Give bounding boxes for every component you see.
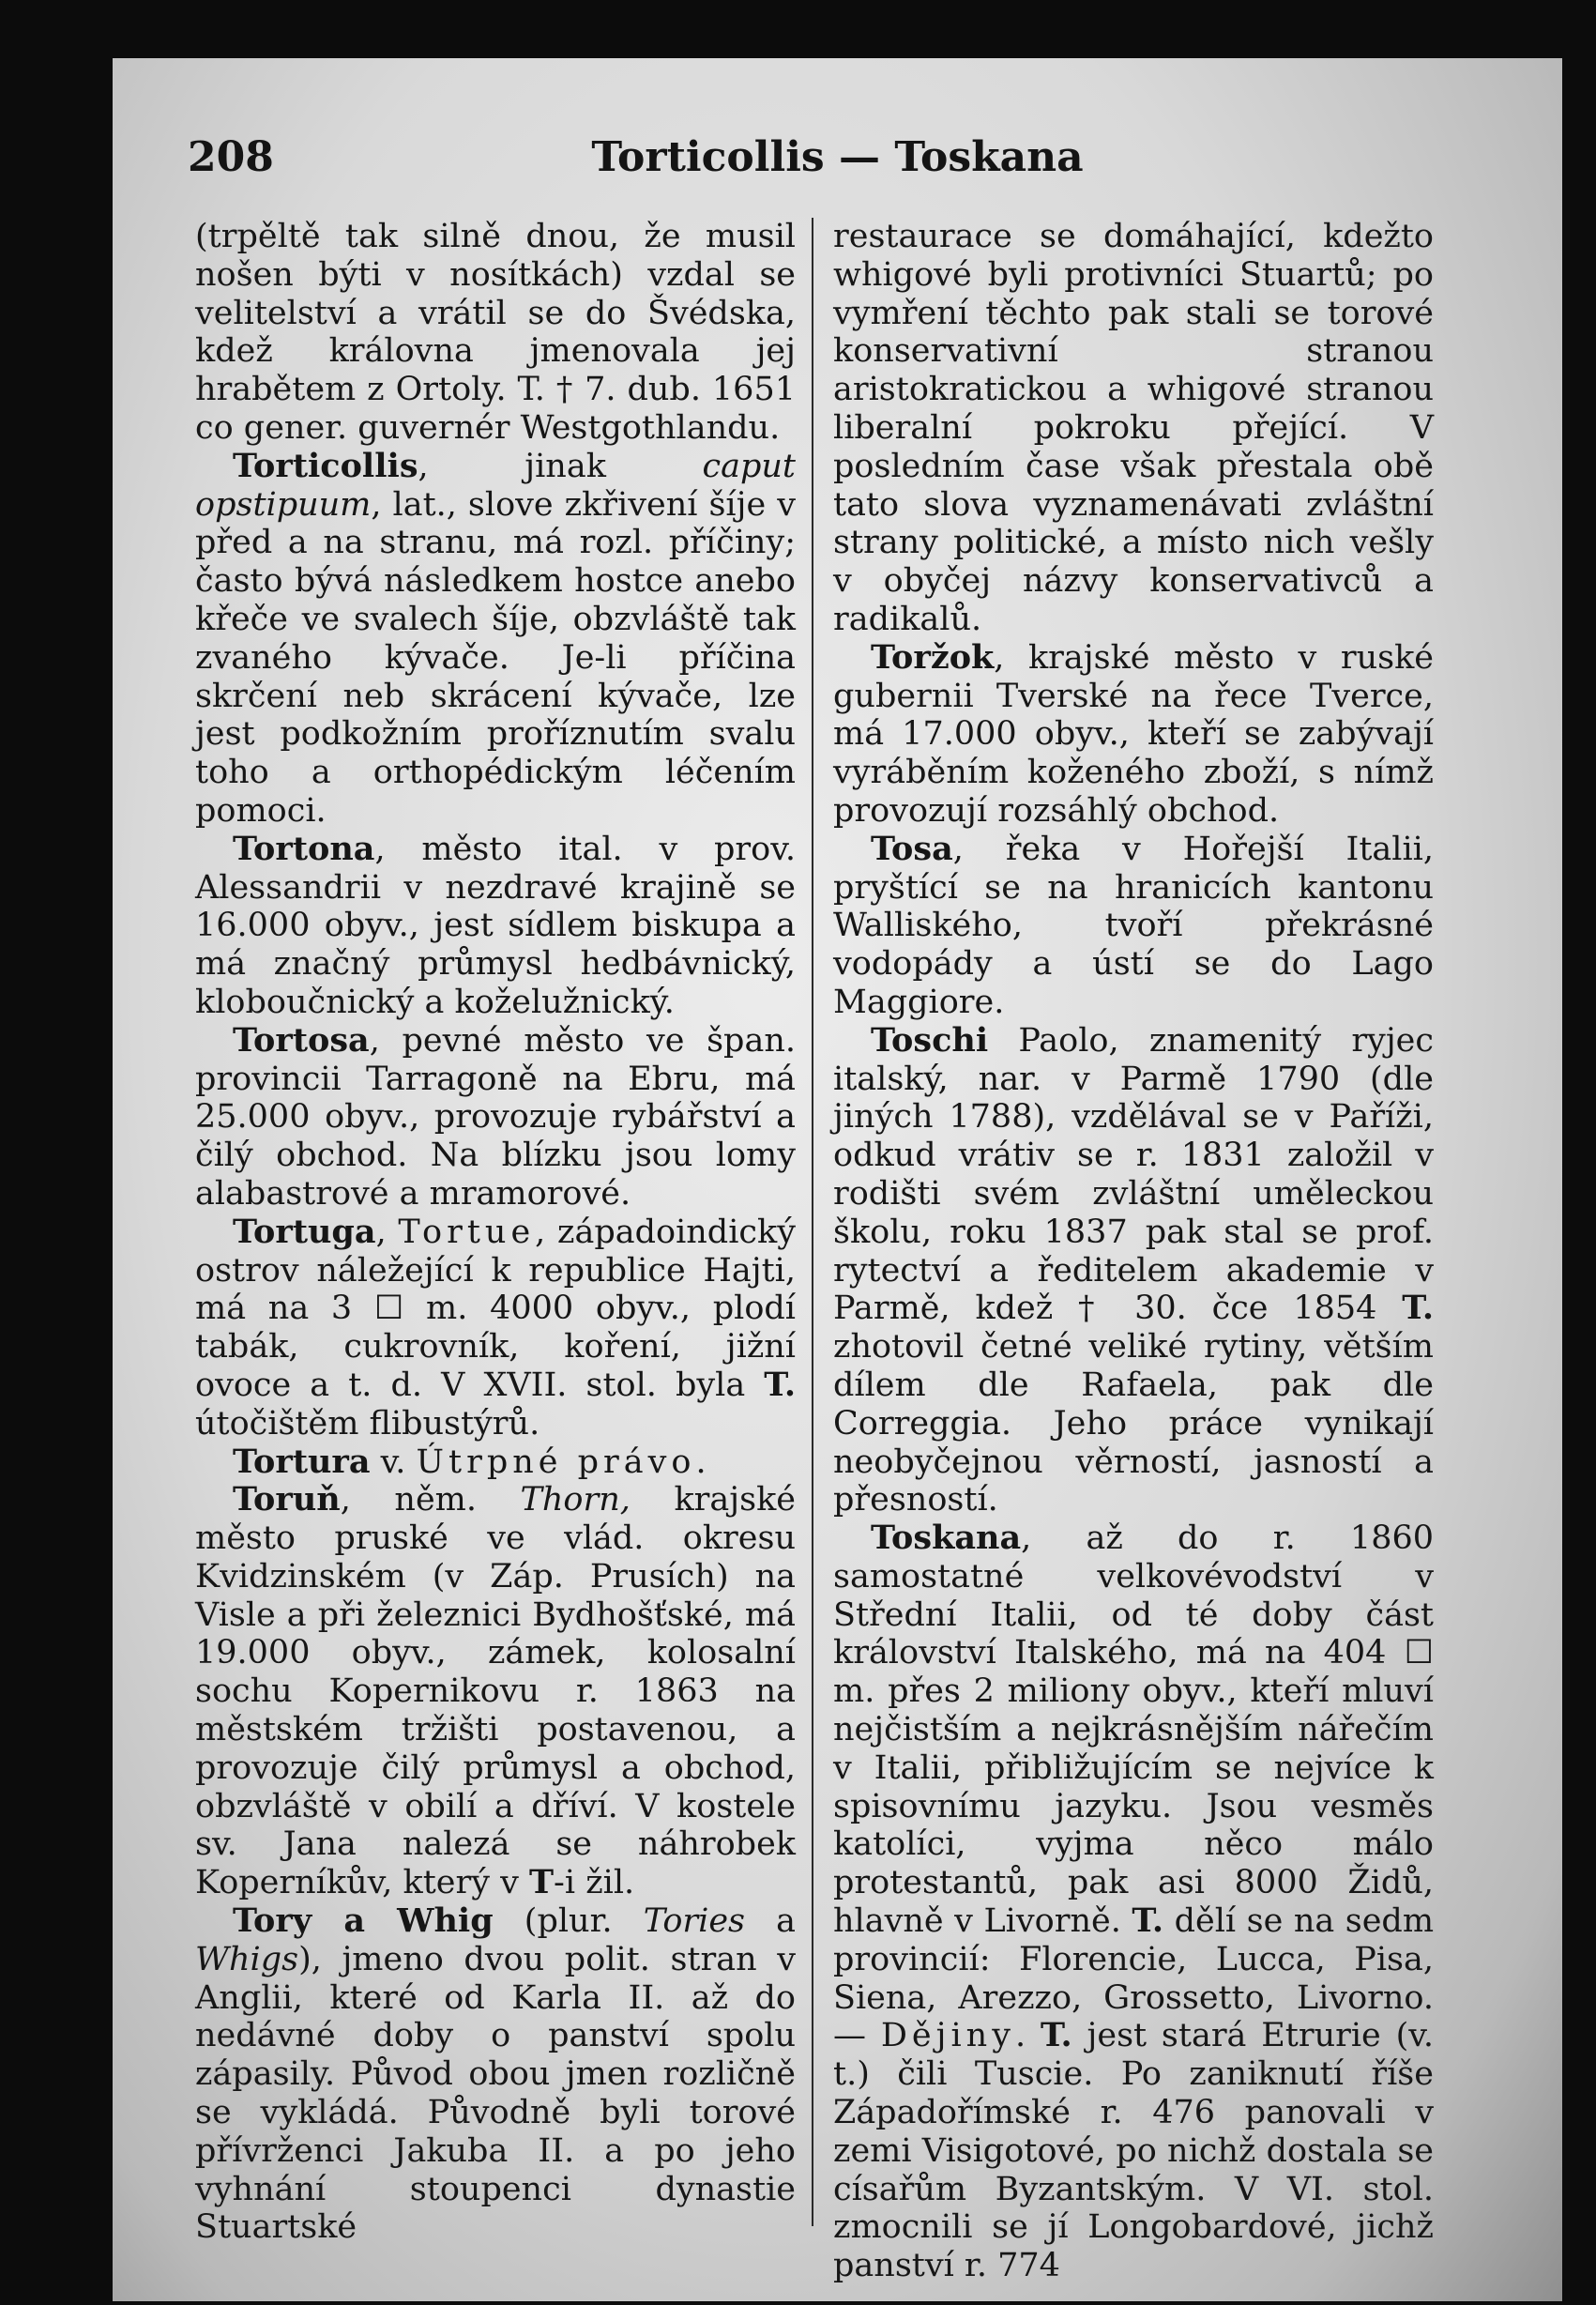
italic-term: Tories — [643, 1902, 746, 1941]
entry-text: . — [695, 1443, 707, 1481]
italic-term: Whigs — [195, 1940, 299, 1978]
entry-headword: Toschi — [871, 1020, 989, 1060]
entry-headword: Torticollis — [233, 446, 418, 485]
dictionary-entry — [195, 1443, 796, 1482]
dictionary-entry — [195, 1214, 796, 1443]
entry-headword: Tortosa — [233, 1020, 370, 1060]
entry-continuation — [195, 218, 796, 448]
entry-text: , jinak — [418, 447, 703, 485]
dictionary-entry — [833, 1022, 1434, 1519]
page-title: Torticollis — Toskana — [591, 133, 1084, 181]
entry-text: jest stará Etrurie (v. t.) čili Tuscie. Po zaniknutí říše Západořímské r. 476 panovali v zemi Visigotové, po nichž dostala se císařům Byzantským. V VI. stol. zmocnili se jí Longobardové, jichž panství r. 774 — [833, 2017, 1434, 2285]
entry-text: , západoindický ostrov náležející k republice Hajti, má na 3 ☐ m. 4000 obyv., plodí tabák, cukrovník, koření, jižní ovoce a t. d. V XVII. stol. byla — [195, 1213, 796, 1404]
dictionary-page — [113, 58, 1562, 2301]
right-column — [833, 218, 1434, 2285]
spaced-term: Dějiny — [880, 2017, 1015, 2055]
italic-term: Thorn, — [520, 1481, 631, 1519]
entry-headword: Tortura — [233, 1442, 371, 1481]
running-head — [188, 133, 1487, 201]
entry-text: , krajské město v ruské gubernii Tverské na řece Tverce, má 17.000 obyv., kteří se zabývají vyráběním koženého zboží, s nímž provozují rozsáhlý obchod. — [833, 638, 1434, 830]
italic-term: caput opstipuum — [195, 447, 796, 524]
entry-text: , až do r. 1860 samostatné velkovévodství v Střední Italii, od té doby část království Italského, má na 404 ☐ m. přes 2 miliony obyv., kteří mluví nejčistším a nejkrásnějším nářečím v Italii, přibližujícím se nejvíce k spisovnímu jazyku. Jsou vesměs katolíci, vyjma něco málo protestantů, pak asi 8000 Židů, hlavně v Livorně. — [833, 1519, 1434, 1941]
entry-text: , řeka v Hořejší Italii, pryštící se na hranicích kantonu Walliského, tvoří překrásné vodopády a ústí se do Lago Maggiore. — [833, 830, 1434, 1021]
entry-text: dělí se na sedm provincií: Florencie, Lucca, Pisa, Siena, Arezzo, Grossetto, Livorno. — — [833, 1902, 1435, 2055]
entry-text: . — [1014, 2017, 1041, 2055]
dictionary-entry — [195, 1022, 796, 1214]
entry-headword: Tory a Whig — [233, 1901, 494, 1941]
dictionary-entry — [195, 1481, 796, 1902]
spaced-term: Tortue — [398, 1213, 536, 1251]
entry-text: , město ital. v prov. Alessandrii v nezdravé krajině se 16.000 obyv., jest sídlem biskupa a má značný průmysl hedbávnický, kloboučnický a koželužnický. — [195, 830, 796, 1021]
dictionary-entry — [833, 639, 1434, 831]
page-number: 208 — [188, 133, 274, 181]
entry-headword: Tosa — [871, 829, 953, 868]
entry-text: , něm. — [340, 1481, 521, 1519]
bold-abbrev: T. — [1040, 2016, 1072, 2055]
entry-text: Paolo, znamenitý ryjec italský, nar. v Parmě 1790 (dle jiných 1788), vzdělával se v Paříži, odkud vrátiv se r. 1831 založil v rodišti svém zvláštní uměleckou školu, roku 1837 pak stal se prof. rytectví a ředitelem akademie v Parmě, kdež † 30. čce 1854 — [833, 1021, 1434, 1328]
spaced-term: Útrpné právo — [416, 1443, 696, 1481]
entry-text: , pevné město ve špan. provincii Tarragoně na Ebru, má 25.000 obyv., provozuje rybářství a čilý obchod. Na blízku jsou lomy alabastrové a mramorové. — [195, 1021, 796, 1213]
entry-text: v. — [370, 1443, 417, 1481]
dictionary-entry — [195, 831, 796, 1022]
entry-text: (plur. — [493, 1902, 644, 1941]
bold-abbrev: T — [529, 1863, 555, 1902]
entry-text: krajské město pruské ve vlád. okresu Kvidzinském (v Záp. Prusích) na Visle a při železnici Bydhošťské, má 19.000 obyv., zámek, kolosalní sochu Kopernikovu r. 1863 na městském tržišti postavenou, a provozuje čilý průmysl a obchod, obzvláště v obilí a dříví. V kostele sv. Jana nalezá se náhrobek Koperníkův, který v — [195, 1481, 796, 1902]
dictionary-entry — [195, 1902, 796, 2247]
entry-continuation — [833, 218, 1434, 639]
dictionary-entry — [833, 1519, 1434, 2285]
dictionary-entry — [195, 448, 796, 831]
column-divider — [812, 218, 813, 2226]
entry-text: a — [745, 1902, 796, 1941]
bold-abbrev: T. — [1402, 1289, 1434, 1328]
entry-text: restaurace se domáhající, kdežto whigové byli protivníci Stuartů; po vymření těchto pak stali se torové konservativní stranou aristokratickou a whigové stranou liberalní pokroku přející. V posledním čase však přestala obě tato slova vyznamenávati zvláštní strany politické, a místo nich vešly v obyčej názvy konservativců a radikalů. — [833, 218, 1434, 638]
entry-headword: Toskana — [871, 1519, 1022, 1558]
left-column — [195, 218, 796, 2247]
dictionary-entry — [833, 831, 1434, 1022]
entry-text: , lat., slove zkřivení šíje v před a na stranu, má rozl. příčiny; často bývá následkem hostce anebo křeče ve svalech šíje, obzvláště tak zvaného kývače. Je-li příčina skrčení neb skrácení kývače, lze jest podkožním proříznutím svalu toho a orthopédickým léčením pomoci. — [195, 485, 796, 830]
entry-headword: Toruň — [233, 1480, 341, 1519]
bold-abbrev: T. — [764, 1365, 796, 1404]
entry-headword: Tortona — [233, 829, 375, 868]
entry-text: -i žil. — [554, 1864, 635, 1902]
entry-headword: Tortuga — [233, 1212, 376, 1251]
entry-text: ), jmeno dvou polit. stran v Anglii, které od Karla II. až do nedávné doby o panství spolu zápasily. Původ obou jmen rozličně se vykládá. Původně byli torové přívrženci Jakuba II. a po jeho vyhnání stoupenci dynastie Stuartské — [195, 1940, 796, 2247]
entry-text: útočištěm flibustýrů. — [195, 1404, 540, 1443]
entry-text: (trpěltě tak silně dnou, že musil nošen býti v nosítkách) vzdal se velitelství a vrátil se do Švédska, kdež královna jmenovala jej hrabětem z Ortoly. T. † 7. dub. 1651 co gener. guvernér Westgothlandu. — [195, 218, 796, 447]
entry-text: , — [375, 1213, 399, 1251]
entry-headword: Toržok — [871, 637, 995, 677]
bold-abbrev: T. — [1132, 1901, 1164, 1941]
entry-text: zhotovil četné veliké rytiny, větším dílem dle Rafaela, pak dle Correggia. Jeho práce vynikají neobyčejnou věrností, jasností a přesností. — [833, 1328, 1434, 1519]
